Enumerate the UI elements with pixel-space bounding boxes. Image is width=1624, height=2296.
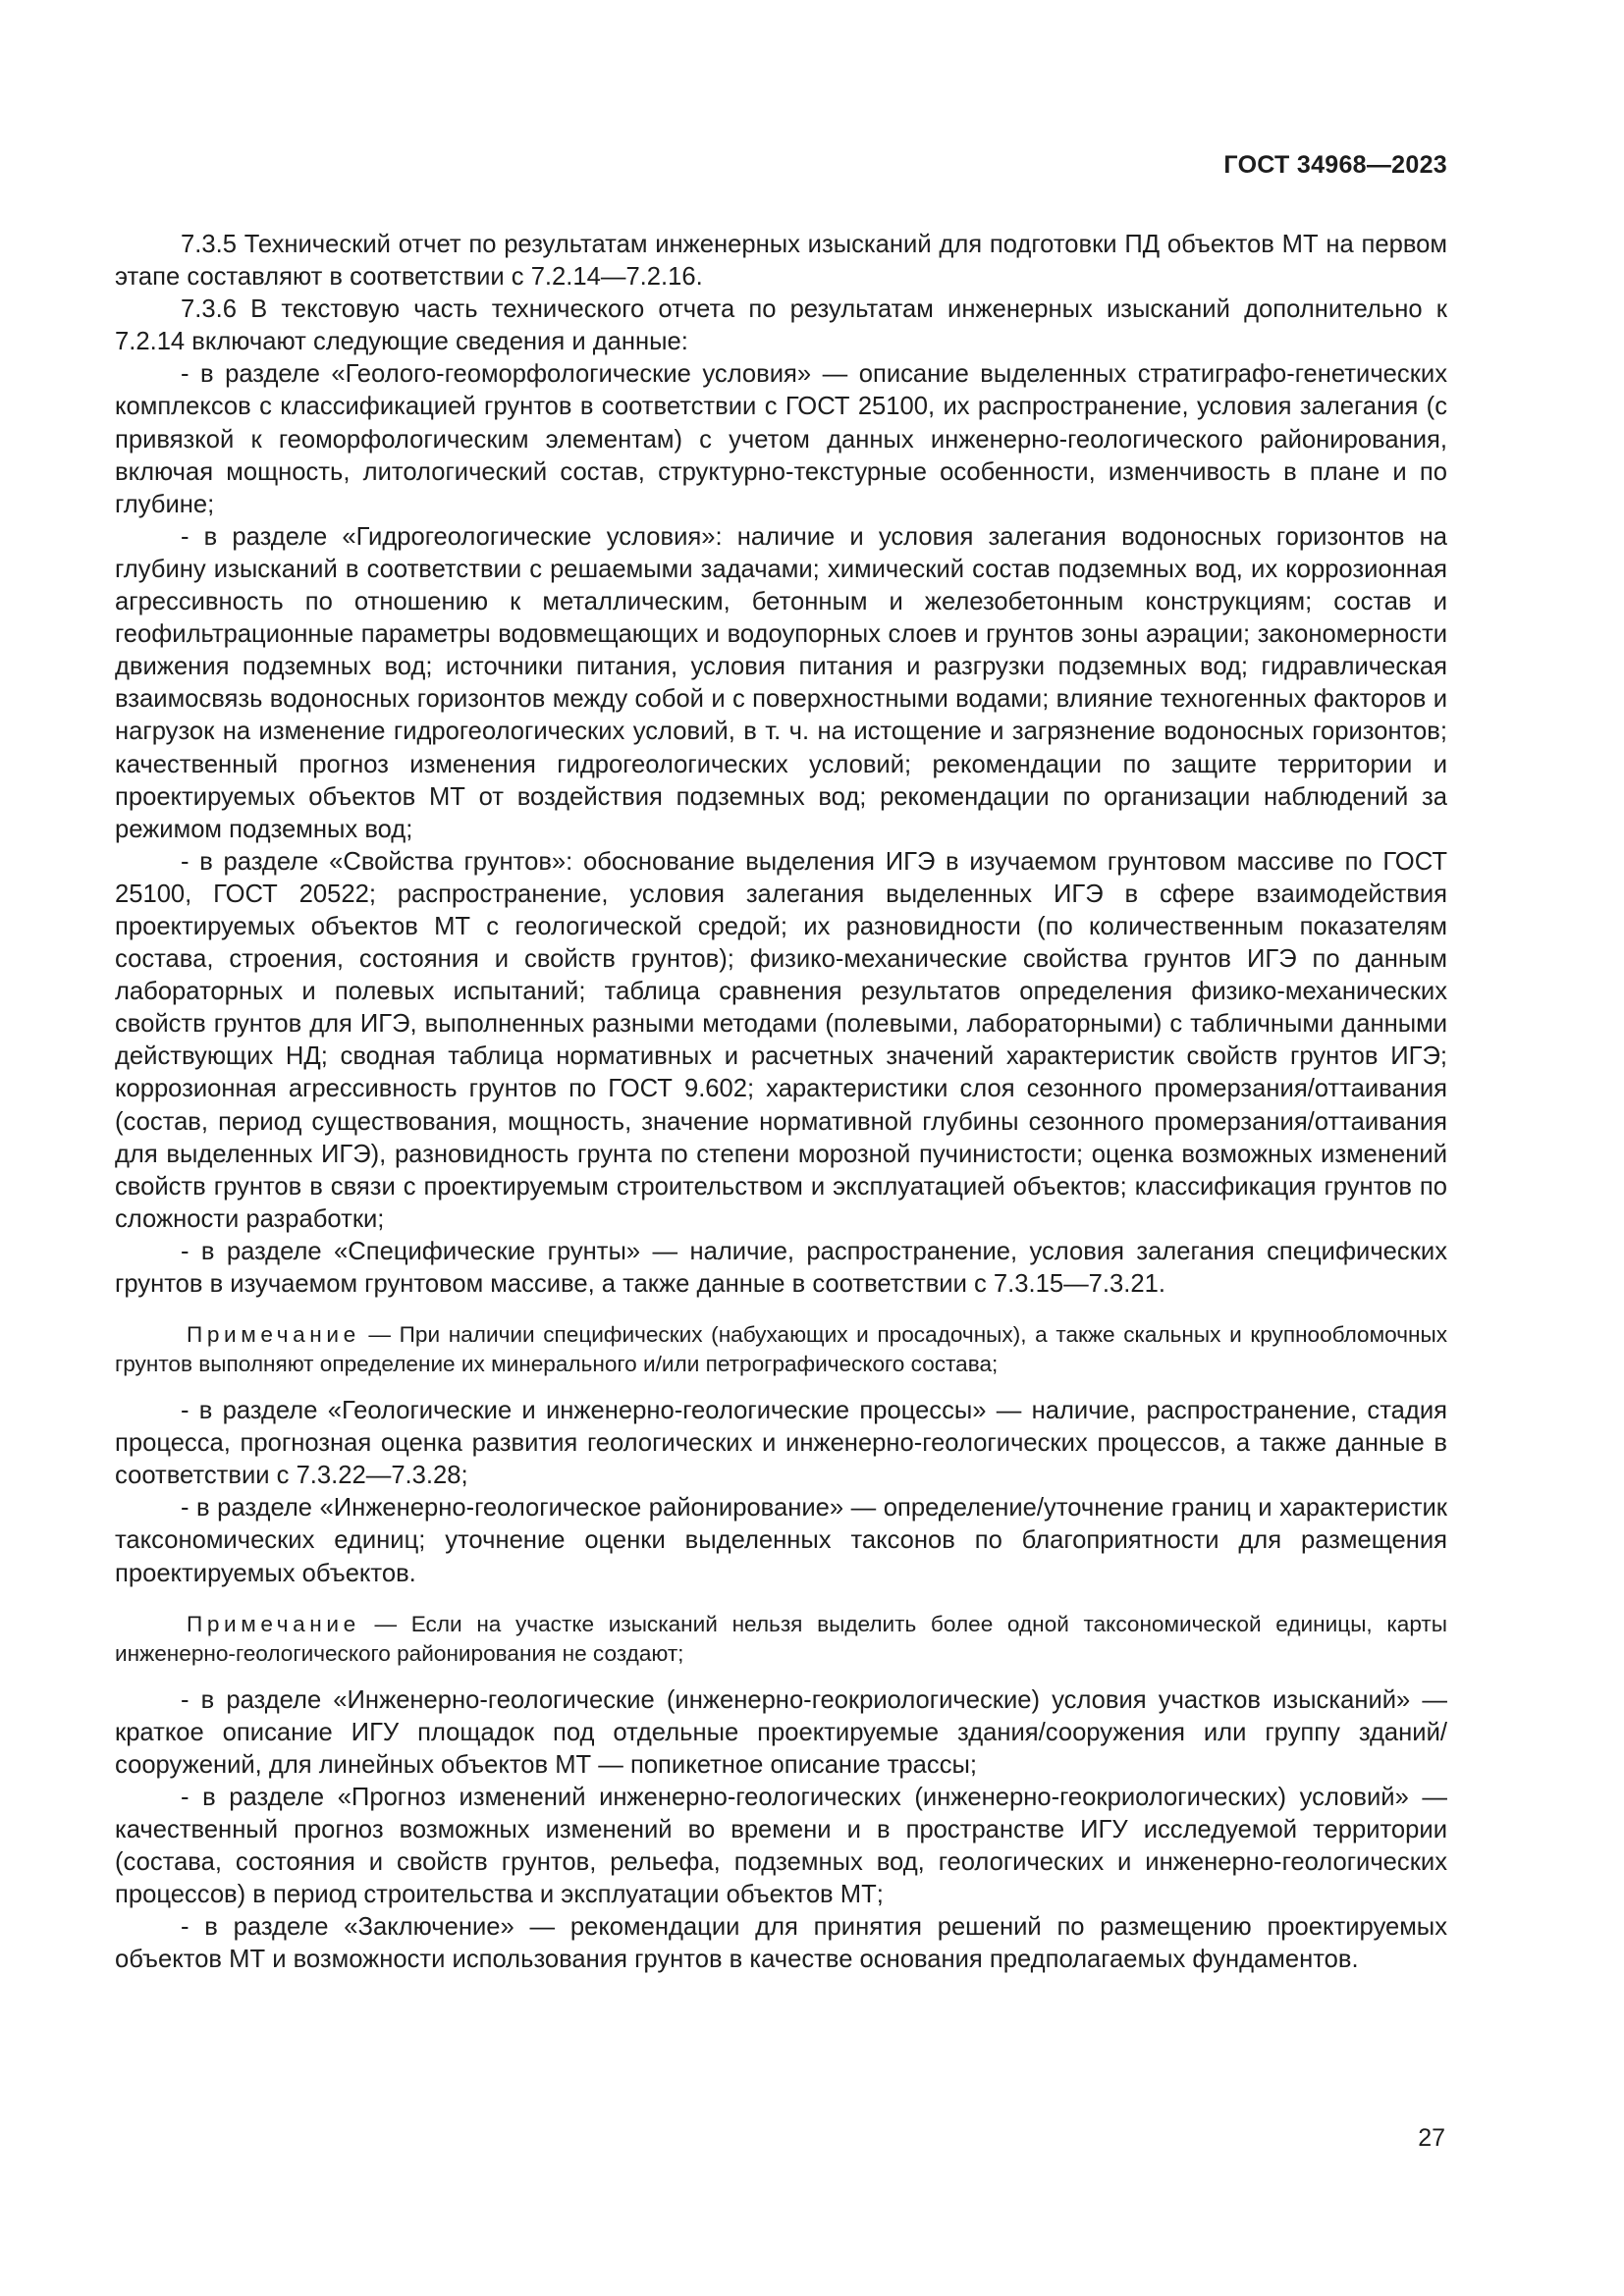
note-text: — Если на участке изысканий нельзя выделить более одной таксономической единицы, карты инженерно-геологического районирования не создают; [115, 1611, 1447, 1666]
list-item-forecast: - в разделе «Прогноз изменений инженерно-геологических (инженерно-геокриологических) условий» — качественный прогноз возможных изменений во времени и в пространстве ИГУ исследуемой территории (состава, состояния и свойств грунтов, рельефа, подземных вод, геологических и инженерно-геологических процессов) в период строительства и эксплуатации объектов МТ; [115, 1783, 1447, 1909]
note-zoning [115, 1610, 1447, 1669]
clause-7-3-6: 7.3.6 В текстовую часть технического отчета по результатам инженерных изысканий дополнительно к 7.2.14 включают следующие сведения и данные: [115, 295, 1447, 356]
list-item-zoning: - в разделе «Инженерно-геологическое районирование» — определение/уточнение границ и характеристик таксономических единиц; уточнение оценки выделенных таксонов по благоприятности для размещения проектируемых объектов. [115, 1494, 1447, 1587]
page-number: 27 [1418, 2124, 1445, 2152]
note-label: Примечание [187, 1322, 360, 1348]
document-body [115, 229, 1447, 1977]
note-label: Примечание [187, 1611, 360, 1636]
list-item-geological-processes: - в разделе «Геологические и инженерно-геологические процессы» — наличие, распространение, стадия процесса, прогнозная оценка развития геологических и инженерно-геологических процессов, а также данные в соответствии с 7.3.22—7.3.28; [115, 1397, 1447, 1490]
note-specific-soils [115, 1320, 1447, 1379]
clause-7-3-5: 7.3.5 Технический отчет по результатам инженерных изысканий для подготовки ПД объектов МТ на первом этапе составляют в соответствии с 7.2.14—7.2.16. [115, 231, 1447, 292]
list-item-hydrogeology: - в разделе «Гидрогеологические условия»: наличие и условия залегания водоносных горизонтов на глубину изысканий в соответствии с решаемыми задачами; химический состав подземных вод, их коррозионная агрессивность по отношению к металлическим, бетонным и железобетонным конструкциям; состав и геофильтрационные параметры водовмещающих и водоупорных слоев и грунтов зоны аэрации; закономерности движения подземных вод; источники питания, условия питания и разгрузки подземных вод; гидравлическая взаимосвязь водоносных горизонтов между собой и с поверхностными водами; влияние техногенных факторов и нагрузок на изменение гидрогеологических условий, в т. ч. на истощение и загрязнение водоносных горизонтов; качественный прогноз изменения гидрогеологических условий; рекомендации по защите территории и проектируемых объектов МТ от воздействия подземных вод; рекомендации по организации наблюдений за режимом подземных вод; [115, 522, 1447, 843]
list-item-conclusion: - в разделе «Заключение» — рекомендации для принятия решений по размещению проектируемых объектов МТ и возможности использования грунтов в качестве основания предполагаемых фундаментов. [115, 1913, 1447, 1974]
list-item-geology-geomorphology: - в разделе «Геолого-геоморфологические условия» — описание выделенных стратиграфо-генетических комплексов с классификацией грунтов в соответствии с ГОСТ 25100, их распространение, условия залегания (с привязкой к геоморфологическим элементам) с учетом данных инженерно-геологического районирования, включая мощность, литологический состав, структурно-текстурные особенности, изменчивость в плане и по глубине; [115, 360, 1447, 518]
list-item-survey-conditions: - в разделе «Инженерно-геологические (инженерно-геокриологические) условия участков изысканий» — краткое описание ИГУ площадок под отдельные проектируемые здания/сооружения или группу зданий/сооружений, для линейных объектов МТ — попикетное описание трассы; [115, 1685, 1447, 1779]
standard-designation: ГОСТ 34968—2023 [1223, 151, 1447, 179]
list-item-specific-soils: - в разделе «Специфические грунты» — наличие, распространение, условия залегания специфических грунтов в изучаемом грунтовом массиве, а также данные в соответствии с 7.3.15—7.3.21. [115, 1237, 1447, 1298]
list-item-soil-properties: - в разделе «Свойства грунтов»: обоснование выделения ИГЭ в изучаемом грунтовом массиве по ГОСТ 25100, ГОСТ 20522; распространение, условия залегания выделенных ИГЭ в сфере взаимодействия проектируемых объектов МТ с геологической средой; их разновидности (по количественным показателям состава, строения, состояния и свойств грунтов); физико-механические свойства грунтов ИГЭ по данным лабораторных и полевых испытаний; таблица сравнения результатов определения физико-механических свойств грунтов для ИГЭ, выполненных разными методами (полевыми, лабораторными) с табличными данными действующих НД; сводная таблица нормативных и расчетных значений характеристик свойств грунтов ИГЭ; коррозионная агрессивность грунтов по ГОСТ 9.602; характеристики слоя сезонного промерзания/оттаивания (состав, период существования, мощность, значение нормативной глубины сезонного промерзания/оттаивания для выделенных ИГЭ), разновидность грунта по степени морозной пучинистости; оценка возможных изменений свойств грунтов в связи с проектируемым строительством и эксплуатацией объектов; классификация грунтов по сложности разработки; [115, 847, 1447, 1233]
note-text: — При наличии специфических (набухающих и просадочных), а также скальных и крупнообломочных грунтов выполняют определение их минерального и/или петрографического состава; [115, 1322, 1447, 1377]
